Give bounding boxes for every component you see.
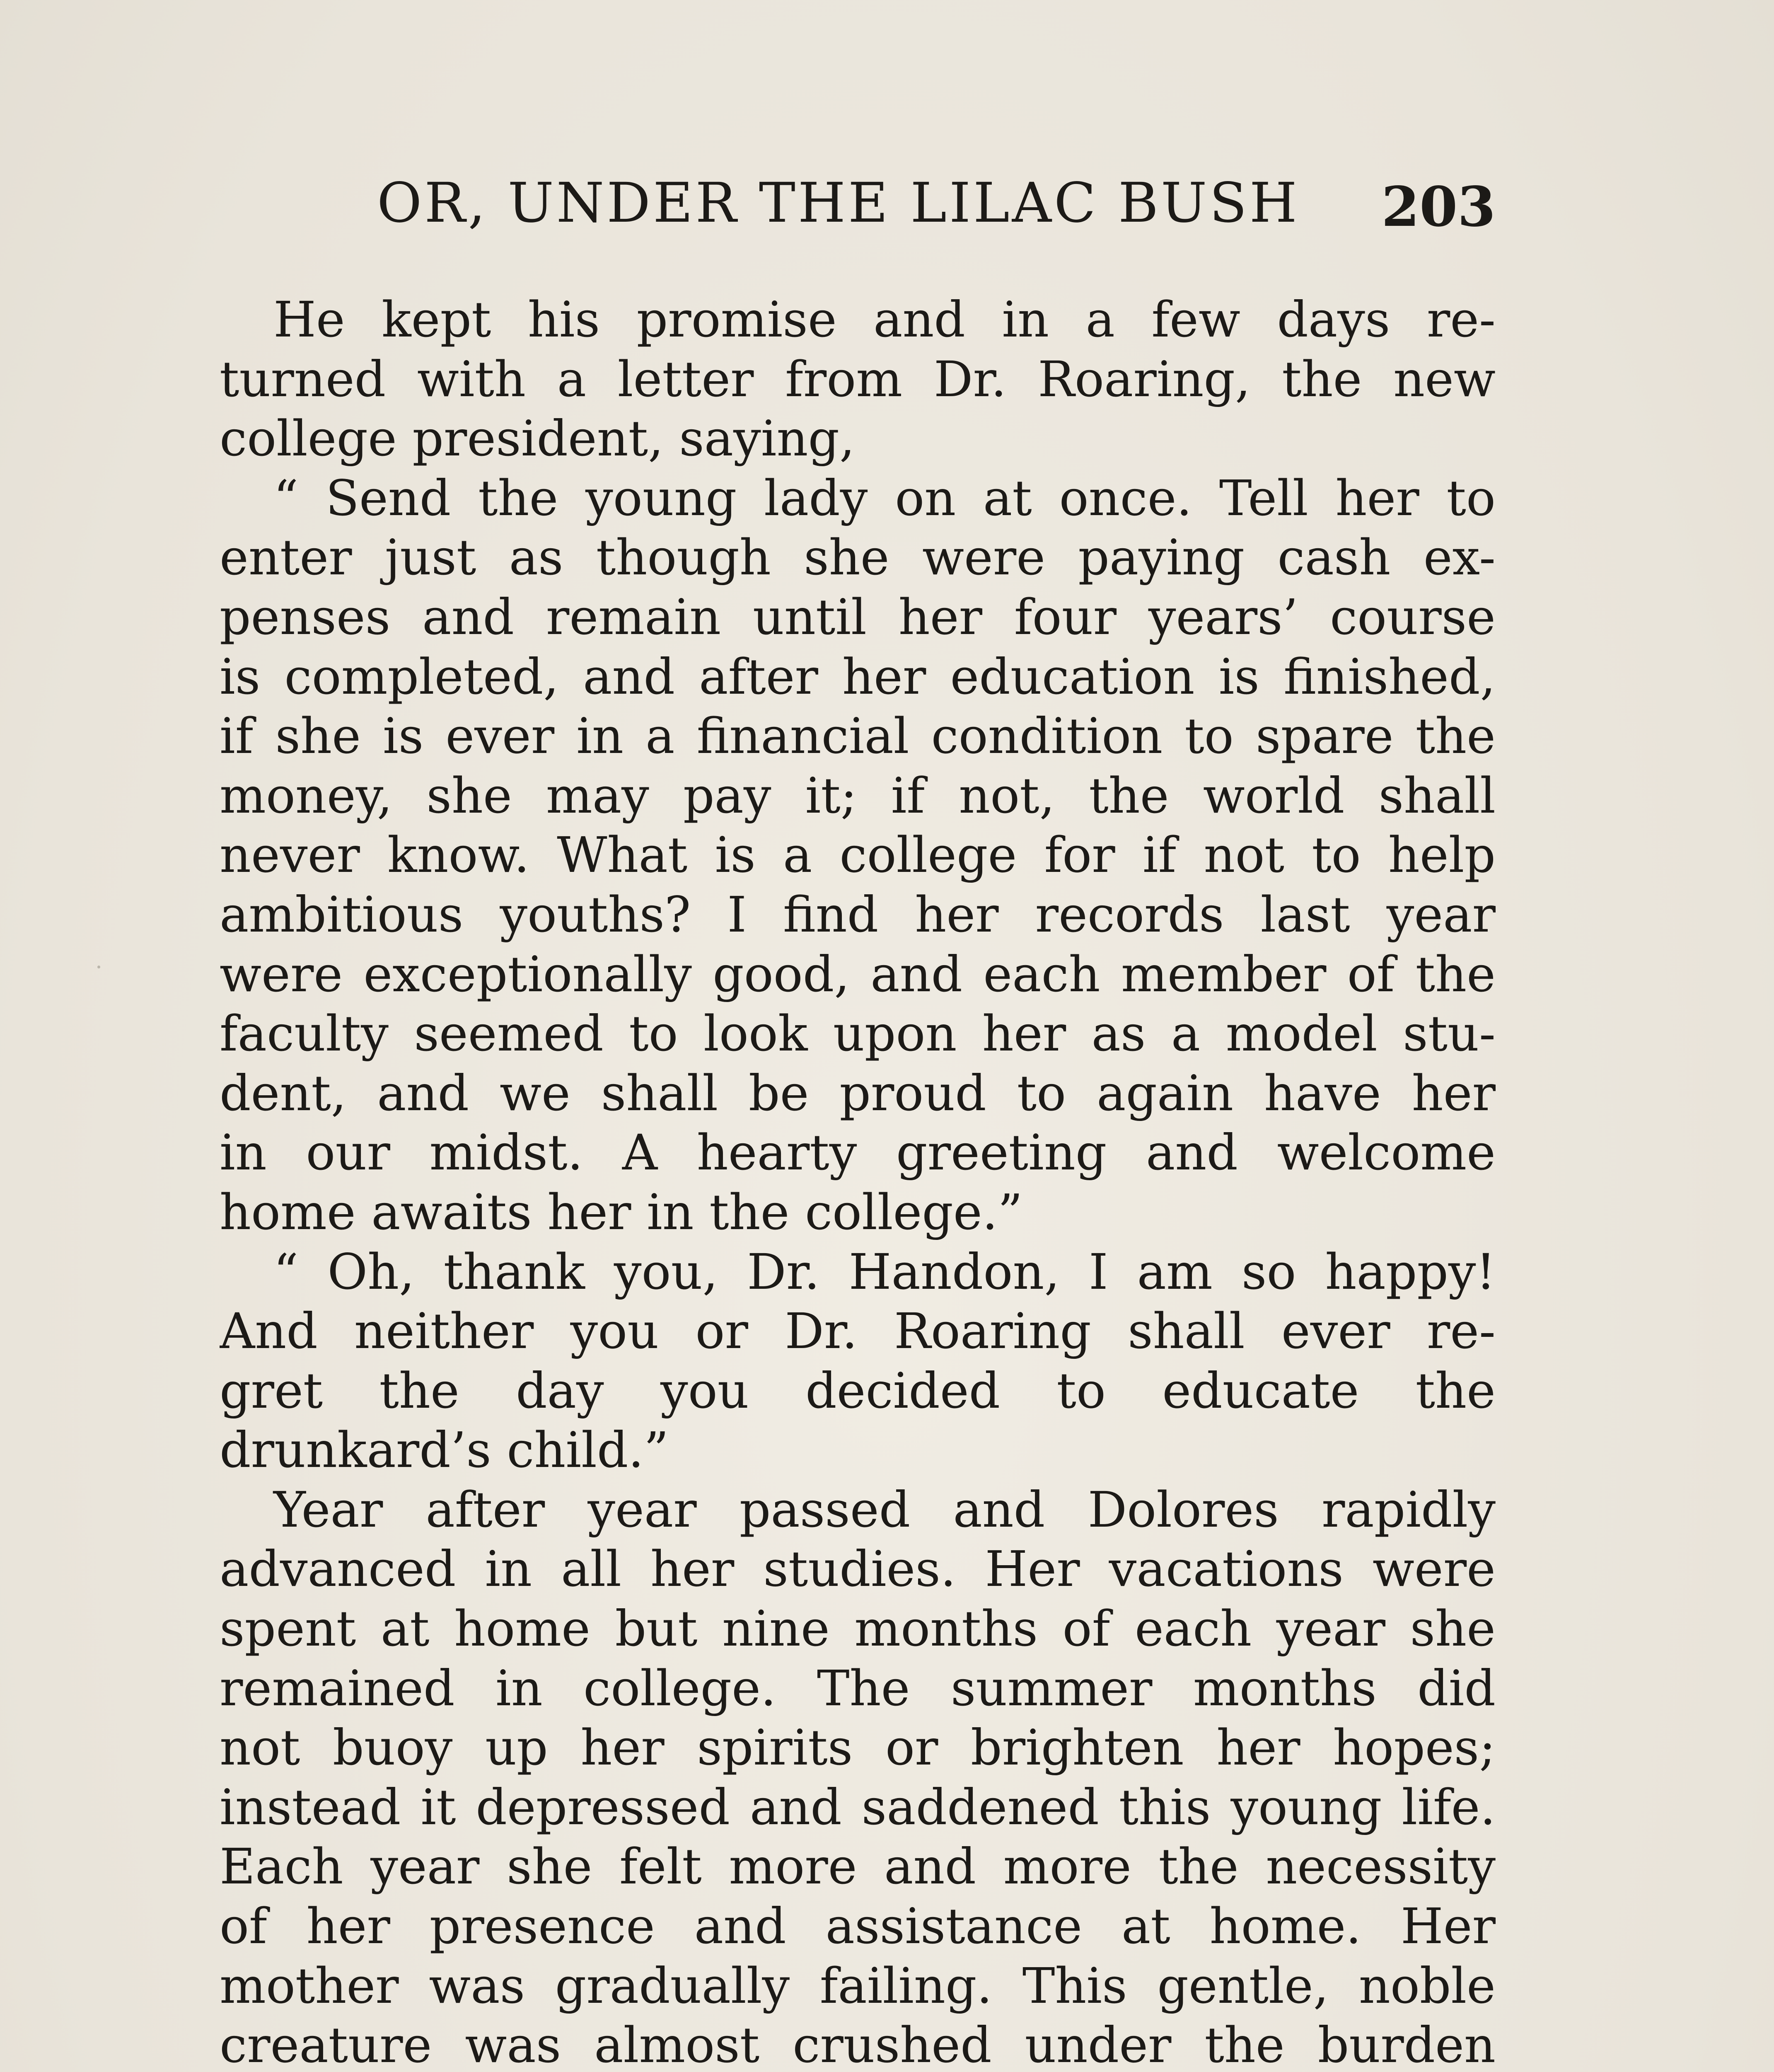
text-line: in our midst. A hearty greeting and welcome [220,1124,1496,1181]
text-line: instead it depressed and saddened this young life. [220,1778,1496,1836]
body-text [220,290,1496,2072]
text-line: advanced in all her studies. Her vacations were [220,1540,1496,1598]
text-line: Each year she felt more and more the necessity [220,1838,1496,1895]
text-line: not buoy up her spirits or brighten her hopes; [220,1719,1496,1777]
text-line: remained in college. The summer months did [220,1659,1496,1717]
page-number: 203 [1381,175,1496,239]
text-line: dent, and we shall be proud to again have her [220,1064,1496,1122]
text-line: He kept his promise and in a few days re- [273,291,1496,348]
text-line: if she is ever in a financial condition to spare the [220,707,1496,765]
text-line: were exceptionally good, and each member of the [220,945,1496,1003]
text-line: is completed, and after her education is finished, [220,648,1496,705]
text-line: spent at home but nine months of each year she [220,1600,1496,1658]
running-title: OR, UNDER THE LILAC BUSH [377,171,1300,235]
text-line: ambitious youths? I find her records last year [220,886,1496,943]
text-line: “ Oh, thank you, Dr. Handon, I am so happy! [273,1243,1496,1300]
text-line: creature was almost crushed under the burden [220,2016,1496,2072]
text-line: gret the day you decided to educate the [220,1362,1496,1419]
text-line: Year after year passed and Dolores rapidly [273,1481,1496,1538]
running-head [224,166,1496,240]
text-line: home awaits her in the college.” [220,1183,1023,1241]
text-line: never know. What is a college for if not to help [220,826,1496,884]
text-line: college president, saying, [220,410,855,467]
text-line: of her presence and assistance at home. Her [220,1898,1496,1955]
paper-speck [97,966,100,968]
text-line: And neither you or Dr. Roaring shall ever re- [220,1302,1496,1360]
text-line: faculty seemed to look upon her as a model stu- [220,1005,1496,1063]
text-line: penses and remain until her four years’ course [220,588,1496,646]
text-line: drunkard’s child.” [220,1421,669,1479]
text-line: money, she may pay it; if not, the world shall [220,767,1496,824]
text-line: mother was gradually failing. This gentle, noble [220,1957,1496,2014]
text-line: turned with a letter from Dr. Roaring, the new [220,350,1496,408]
text-line: “ Send the young lady on at once. Tell her to [273,469,1496,527]
text-line: enter just as though she were paying cash ex- [220,529,1496,586]
